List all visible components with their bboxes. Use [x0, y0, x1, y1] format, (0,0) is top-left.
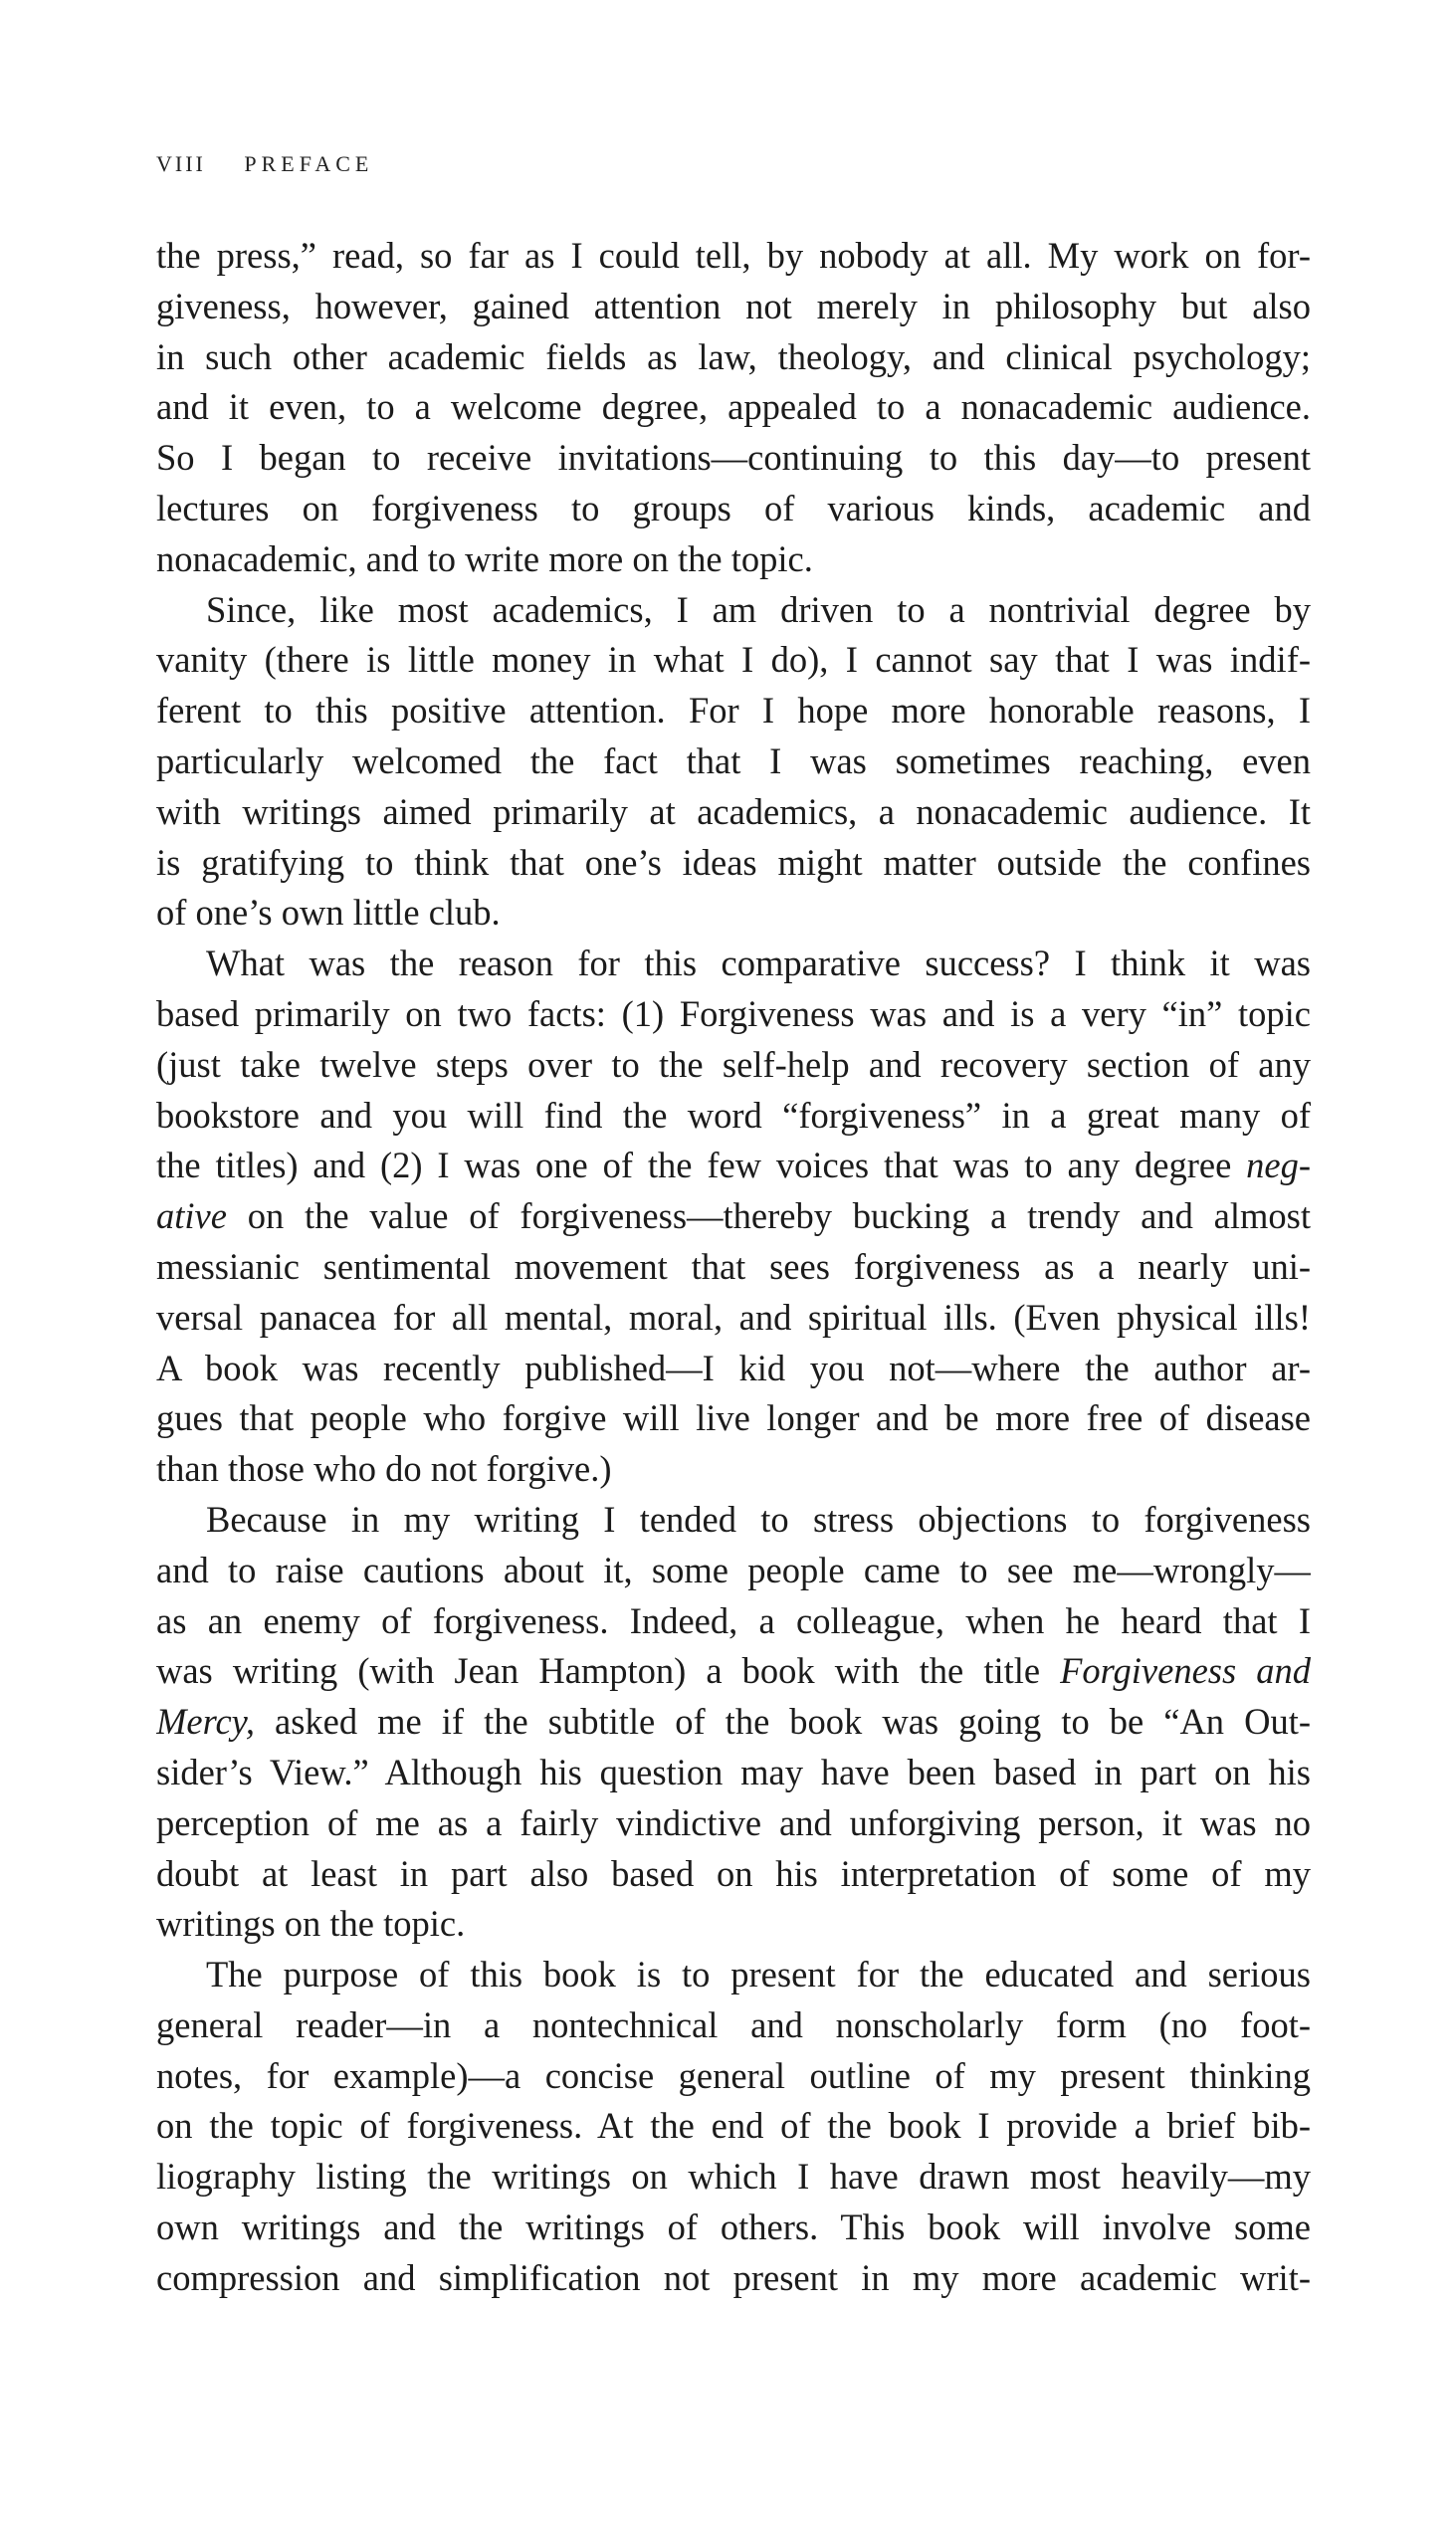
- text-line: the press,” read, so far as I could tell, by nobody at all. My work on for-: [156, 235, 1311, 276]
- text-line: So I began to receive invitations—continuing to this day—to present: [156, 437, 1311, 479]
- text-line: ferent to this positive attention. For I hope more honorable reasons, I: [156, 690, 1311, 732]
- text-line: is gratifying to think that one’s ideas might matter outside the confines: [156, 841, 1311, 883]
- body-text: [156, 231, 1311, 2304]
- text-run: on the value of forgiveness—thereby bucking a trendy and almost: [226, 1195, 1311, 1237]
- italic-text: Forgiveness and: [1060, 1650, 1311, 1692]
- text-line: bookstore and you will find the word “forgiveness” in a great many of: [156, 1094, 1311, 1136]
- text-line: What was the reason for this comparative success? I think it was: [206, 943, 1311, 984]
- text-line: (just take twelve steps over to the self-help and recovery section of any: [156, 1043, 1311, 1085]
- text-run: was writing (with Jean Hampton) a book with the title: [156, 1650, 1061, 1692]
- text-line: gues that people who forgive will live longer and be more free of disease: [156, 1397, 1311, 1439]
- text-line: vanity (there is little money in what I do), I cannot say that I was indif-: [156, 639, 1311, 681]
- text-line: as an enemy of forgiveness. Indeed, a colleague, when he heard that I: [156, 1599, 1311, 1641]
- text-line: notes, for example)—a concise general outline of my present thinking: [156, 2054, 1311, 2096]
- text-run: asked me if the subtitle of the book was going to be “An Out-: [254, 1701, 1311, 1743]
- text-line: in such other academic fields as law, theology, and clinical psychology;: [156, 335, 1311, 377]
- text-line: messianic sentimental movement that sees forgiveness as a nearly uni-: [156, 1245, 1311, 1287]
- italic-text: ative: [156, 1195, 227, 1237]
- text-run: the titles) and (2) I was one of the few voices that was to any degree: [156, 1145, 1247, 1186]
- text-line: based primarily on two facts: (1) Forgiveness was and is a very “in” topic: [156, 992, 1311, 1034]
- text-line: particularly welcomed the fact that I was sometimes reaching, even: [156, 739, 1311, 781]
- italic-text: neg-: [1246, 1145, 1311, 1186]
- text-line: [156, 1646, 1311, 1697]
- text-line: versal panacea for all mental, moral, and spiritual ills. (Even physical ills!: [156, 1296, 1311, 1338]
- text-line: Since, like most academics, I am driven to a nontrivial degree by: [206, 588, 1311, 630]
- text-line: giveness, however, gained attention not merely in philosophy but also: [156, 285, 1311, 326]
- text-line: and it even, to a welcome degree, appealed to a nonacademic audience.: [156, 386, 1311, 428]
- section-title: PREFACE: [244, 151, 374, 176]
- text-line: on the topic of forgiveness. At the end of the book I provide a brief bib-: [156, 2105, 1311, 2147]
- text-line: writings on the topic.: [156, 1903, 466, 1945]
- text-line: doubt at least in part also based on his interpretation of some of my: [156, 1852, 1311, 1894]
- text-line: A book was recently published—I kid you not—where the author ar-: [156, 1347, 1311, 1388]
- text-line: [156, 1697, 1311, 1748]
- text-line: Because in my writing I tended to stress objections to forgiveness: [206, 1498, 1311, 1540]
- text-line: own writings and the writings of others. This book will involve some: [156, 2206, 1311, 2248]
- page-number: VIII: [156, 151, 206, 176]
- text-line: lectures on forgiveness to groups of various kinds, academic and: [156, 487, 1311, 528]
- text-line: compression and simplification not present in my more academic writ-: [156, 2256, 1311, 2298]
- text-line: nonacademic, and to write more on the topic.: [156, 537, 813, 579]
- text-line: [156, 1141, 1311, 1191]
- text-line: The purpose of this book is to present for the educated and serious: [206, 1954, 1311, 1996]
- text-line: perception of me as a fairly vindictive and unforgiving person, it was no: [156, 1801, 1311, 1843]
- italic-text: Mercy,: [156, 1701, 255, 1743]
- text-line: of one’s own little club.: [156, 892, 501, 934]
- running-head: [156, 151, 373, 177]
- text-line: liography listing the writings on which I have drawn most heavily—my: [156, 2156, 1311, 2198]
- text-line: than those who do not forgive.): [156, 1448, 612, 1490]
- text-line: general reader—in a nontechnical and nonscholarly form (no foot-: [156, 2003, 1311, 2045]
- text-line: sider’s View.” Although his question may have been based in part on his: [156, 1751, 1311, 1792]
- text-line: and to raise cautions about it, some people came to see me—wrongly—: [156, 1549, 1311, 1590]
- text-line: [156, 1191, 1311, 1242]
- text-line: with writings aimed primarily at academics, a nonacademic audience. It: [156, 790, 1311, 832]
